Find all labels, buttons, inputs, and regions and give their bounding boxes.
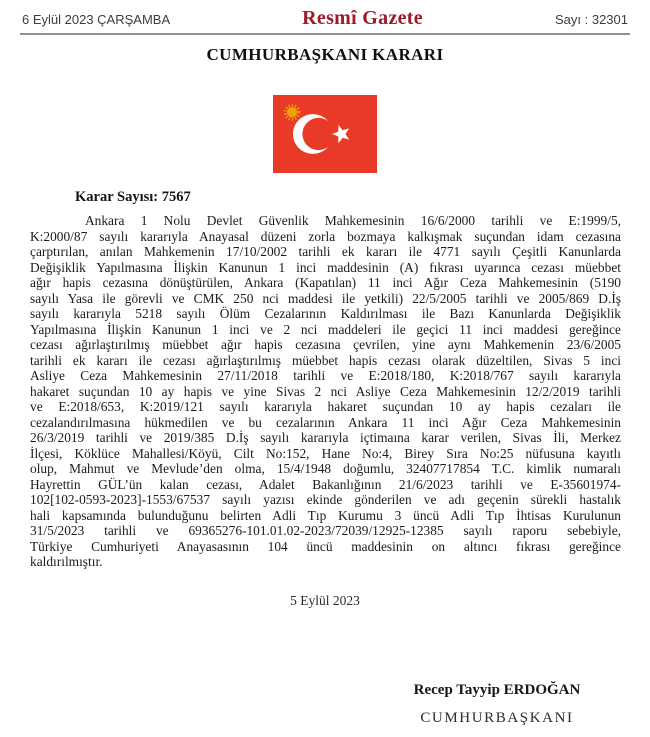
- body-line: Yapılmasına İlişkin Kanunun 1 inci ve 2 nci maddeleri ile geçici 11 inci maddesi gereğince: [30, 321, 621, 337]
- turkish-flag-emblem: [0, 95, 650, 173]
- signature-block: [367, 682, 627, 727]
- body-line: olup, Mahmut ve Mevlude’den olma, 15/4/1948 doğumlu, 32407717854 T.C. kimlik numaralı: [30, 461, 621, 476]
- body-line: tarihli ek kararı ile cezası ağırlaştırılmış müebbet hapis cezası olarak düzeltilen, Sivas 5 inci: [30, 352, 621, 368]
- body-line: ve E:2018/653, K:2019/121 sayılı kararıyla hakaret suçundan 10 ay hapis cezaları ile: [30, 399, 621, 414]
- body-line: cezası ağırlaştırılmış müebbet ağır hapis cezasına çevrilen, yine aynı Mahkemenin 23/6/2005: [30, 337, 621, 352]
- body-line: ağır hapis cezasına dönüştürülen, Ankara (Kapatılan) 11 inci Ağır Ceza Mahkemesinin (5190: [30, 275, 621, 290]
- body-line: Asliye Ceza Mahkemesinin 27/11/2018 tarihli ve E:2018/180, K:2018/767 sayılı kararıyla: [30, 368, 621, 383]
- decree-heading: CUMHURBAŞKANI KARARI: [206, 45, 444, 64]
- body-line: İlçesi, Köklüce Mahallesi/Köyü, Cilt No:152, Hane No:4, Birey Sıra No:25 nüfusuna kayıtlı: [30, 445, 621, 461]
- body-line: 26/3/2019 tarihli ve 2019/385 D.İş sayılı kararıyla içtimaına karar verilen, Sivas İli, Merkez: [30, 430, 621, 445]
- body-line: 31/5/2023 tarihli ve 69365276-101.01.02-2023/72039/12925-12385 sayılı raporu sebebiyle,: [30, 523, 621, 538]
- body-line: çarptırılan, anılan Mahkemenin 17/10/2002 tarihli ek kararı ile 4771 sayılı Çeşitli Kanunlarda: [30, 244, 621, 259]
- body-line: sayılı kararıyla 5218 sayılı Ölüm Cezalarının Kaldırılması ile Bazı Kanunlarda Değişiklik: [30, 306, 621, 321]
- body-line: Hayrettin GÜL’ün kalan cezası, Adalet Bakanlığının 21/6/2023 tarihli ve E-35601974-: [30, 476, 621, 492]
- gazette-title: Resmî Gazete: [302, 7, 423, 29]
- body-line: Türkiye Cumhuriyeti Anayasasının 104 üncü maddesinin on altıncı fıkrası gereğince: [30, 538, 621, 554]
- body-line: kaldırılmıştır.: [30, 554, 103, 569]
- decision-number: Karar Sayısı: 7567: [75, 189, 191, 205]
- signature-name: Recep Tayyip ERDOĞAN: [413, 681, 581, 698]
- masthead: [0, 0, 650, 30]
- turkish-flag-icon: [273, 95, 377, 173]
- masthead-divider: [20, 33, 630, 35]
- body-line: cezalandırılmasına hükmedilen ve bu cezalarının Ankara 11 inci Ağır Ceza Mahkemesinin: [30, 414, 621, 430]
- body-line: Ankara 1 Nolu Devlet Güvenlik Mahkemesinin 16/6/2000 tarihli ve E:1999/5,: [85, 213, 621, 228]
- body-line: K:2000/87 sayılı kararıyla Anayasal düzeni zorla bozmaya kalkışmak suçundan idam cezasına: [30, 228, 621, 244]
- body-line: sayılı Yasa ile görevli ve CMK 250 nci maddesi ile yetkili) 22/5/2005 tarihli ve 2005/869 D.İş: [30, 290, 621, 306]
- body-line: hakaret suçundan 10 ay hapis ve yine Sivas 2 nci Asliye Ceza Mahkemesinin 12/2/2019 tarihli: [30, 383, 621, 399]
- gazette-issue-number: Sayı : 32301: [555, 12, 628, 27]
- body-line: hali kapsamında bulunduğunu belirten Adli Tıp Kurumu 3 üncü Adli Tıp İhtisas Kurulunun: [30, 507, 621, 523]
- decision-date: 5 Eylül 2023: [290, 592, 360, 608]
- signature-title: CUMHURBAŞKANI: [420, 709, 574, 726]
- decree-body: [30, 213, 621, 570]
- gazette-date: 6 Eylül 2023 ÇARŞAMBA: [22, 12, 171, 27]
- body-line: 102[102-0593-2023]-1553/67537 sayılı yazısı ekinde gönderilen ve adı geçenin sürekli hastalık: [30, 492, 621, 507]
- body-line: Değişiklik Yapılmasına İlişkin Kanunun 1 inci maddesinin (A) fıkrası uyarınca cezası müebbet: [30, 259, 621, 275]
